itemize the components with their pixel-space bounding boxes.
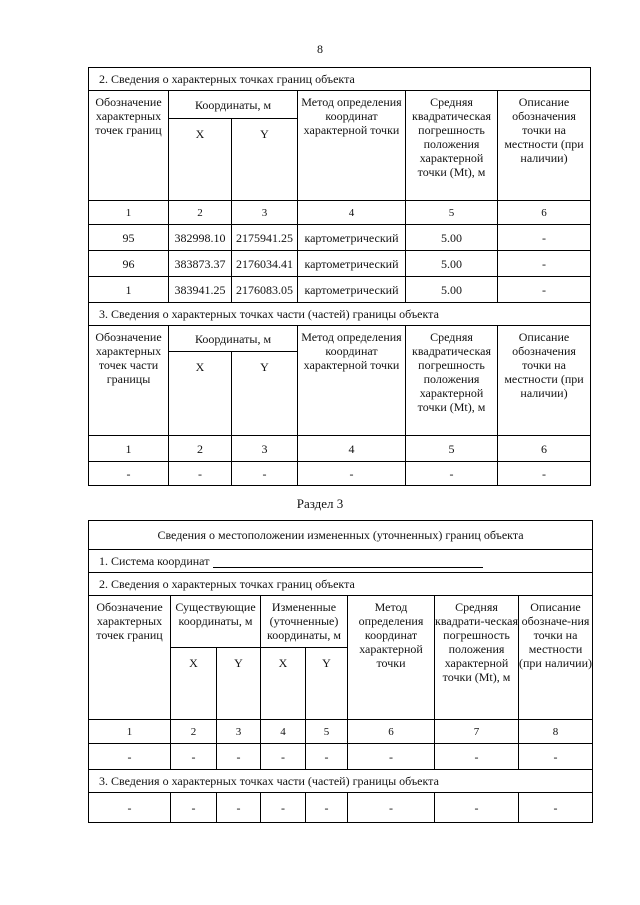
col-number: 2: [169, 201, 232, 225]
cell: -: [348, 744, 435, 770]
cell: -: [171, 793, 217, 823]
coord-y: 2176034.41: [232, 251, 298, 277]
coord-x: 383941.25: [169, 277, 232, 303]
col-number: 5: [306, 720, 348, 744]
cell: -: [217, 744, 261, 770]
col-number: 6: [498, 436, 591, 462]
section2-title: 2. Сведения о характерных точках границ объекта: [89, 68, 591, 91]
cell: -: [519, 793, 593, 823]
col-number: 6: [348, 720, 435, 744]
col-number: 4: [298, 201, 406, 225]
table-row: [89, 225, 591, 251]
header-description: Описание обозначения точки на местности (при наличии): [498, 91, 591, 201]
col-number: 3: [232, 201, 298, 225]
section3-title: 3. Сведения о характерных точках части (частей) границы объекта: [89, 303, 591, 326]
coordinate-system-blank: [213, 555, 483, 568]
header-accuracy: Средняя квадрати-ческая погрешность положения характерной точки (Mt), м: [435, 596, 519, 720]
header-accuracy: Средняя квадратическая погрешность положения характерной точки (Mt), м: [406, 91, 498, 201]
cell: -: [261, 793, 306, 823]
section-heading: Раздел 3: [296, 496, 344, 511]
col-number: 1: [89, 201, 169, 225]
changed-boundaries-table: [88, 520, 593, 823]
header-y: Y: [232, 352, 298, 436]
coordinate-system-row: [89, 550, 593, 573]
col-number: 1: [89, 436, 169, 462]
cell: -: [406, 462, 498, 486]
cell: -: [169, 462, 232, 486]
boundary-points-table: [88, 67, 591, 486]
cell: -: [435, 793, 519, 823]
col-number: 4: [261, 720, 306, 744]
method: картометрический: [298, 277, 406, 303]
header-description: Описание обозначе-ния точки на местности (при наличии): [519, 596, 593, 720]
cell: -: [232, 462, 298, 486]
header-x: X: [171, 648, 217, 720]
header-point: Обозначение характерных точек границ: [89, 91, 169, 201]
description: -: [498, 251, 591, 277]
header-y: Y: [306, 648, 348, 720]
header-coords: Координаты, м: [169, 326, 298, 352]
col-number: 3: [217, 720, 261, 744]
table-row: [89, 251, 591, 277]
section2-title: 2. Сведения о характерных точках границ объекта: [89, 573, 593, 596]
point-id: 96: [89, 251, 169, 277]
cell: -: [519, 744, 593, 770]
header-x: X: [261, 648, 306, 720]
header-coords: Координаты, м: [169, 91, 298, 119]
col-number: 2: [169, 436, 232, 462]
cell: -: [435, 744, 519, 770]
description: -: [498, 277, 591, 303]
header-method: Метод определения координат характерной точки: [298, 91, 406, 201]
point-id: 95: [89, 225, 169, 251]
cell: -: [306, 744, 348, 770]
header-method: Метод определения координат характерной точки: [348, 596, 435, 720]
col-number: 4: [298, 436, 406, 462]
cell: -: [348, 793, 435, 823]
col-number: 7: [435, 720, 519, 744]
header-existing-coords: Существующие координаты, м: [171, 596, 261, 648]
col-number: 2: [171, 720, 217, 744]
header-method: Метод определения координат характерной точки: [298, 326, 406, 436]
accuracy: 5.00: [406, 225, 498, 251]
col-number: 5: [406, 436, 498, 462]
cell: -: [306, 793, 348, 823]
cell: -: [89, 462, 169, 486]
header-changed-coords: Измененные (уточненные) координаты, м: [261, 596, 348, 648]
cell: -: [89, 793, 171, 823]
col-number: 8: [519, 720, 593, 744]
header-x: X: [169, 352, 232, 436]
method: картометрический: [298, 251, 406, 277]
header-description: Описание обозначения точки на местности (при наличии): [498, 326, 591, 436]
cell: -: [171, 744, 217, 770]
cell: -: [217, 793, 261, 823]
coord-y: 2175941.25: [232, 225, 298, 251]
col-number: 6: [498, 201, 591, 225]
header-x: X: [169, 119, 232, 201]
table-row: [89, 277, 591, 303]
accuracy: 5.00: [406, 251, 498, 277]
accuracy: 5.00: [406, 277, 498, 303]
coord-x: 382998.10: [169, 225, 232, 251]
description: -: [498, 225, 591, 251]
page-number: 8: [317, 42, 323, 56]
header-point: Обозначение характерных точек границ: [89, 596, 171, 720]
header-y: Y: [217, 648, 261, 720]
cell: -: [498, 462, 591, 486]
coord-x: 383873.37: [169, 251, 232, 277]
point-id: 1: [89, 277, 169, 303]
table-row: [89, 744, 593, 770]
table-title: Сведения о местоположении измененных (уточненных) границ объекта: [89, 521, 593, 550]
cell: -: [298, 462, 406, 486]
header-accuracy: Средняя квадратическая погрешность положения характерной точки (Mt), м: [406, 326, 498, 436]
header-point-part: Обозначение характерных точек части границы: [89, 326, 169, 436]
cell: -: [89, 744, 171, 770]
method: картометрический: [298, 225, 406, 251]
coord-y: 2176083.05: [232, 277, 298, 303]
table-row: [89, 462, 591, 486]
table-row: [89, 793, 593, 823]
section3-title: 3. Сведения о характерных точках части (частей) границы объекта: [89, 770, 593, 793]
col-number: 3: [232, 436, 298, 462]
coordinate-system-label: 1. Система координат: [99, 554, 210, 568]
col-number: 5: [406, 201, 498, 225]
col-number: 1: [89, 720, 171, 744]
cell: -: [261, 744, 306, 770]
header-y: Y: [232, 119, 298, 201]
